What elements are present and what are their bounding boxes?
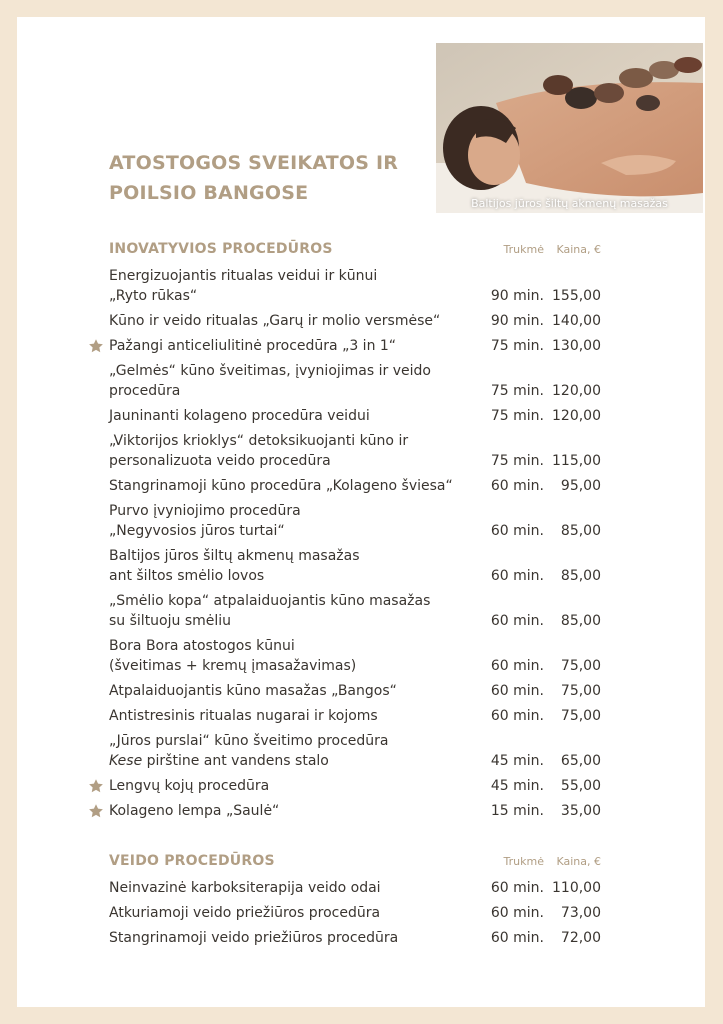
menu-item-row [109,546,604,586]
procedure-name-line: Baltijos jūros šiltų akmenų masažas [109,548,360,564]
procedure-name [109,776,494,796]
procedure-price: 72,00 [560,930,601,946]
procedure-price: 75,00 [560,708,601,724]
menu-item-row [109,801,604,821]
procedure-name [109,501,494,541]
procedure-name-line: Jauninanti kolageno procedūra veidui [109,408,370,424]
procedure-name-line: personalizuota veido procedūra [109,453,331,469]
procedure-price: 95,00 [560,478,601,494]
page-title-line-2: POILSIO BANGOSE [109,182,309,204]
procedure-name-line: procedūra [109,383,181,399]
procedure-name [109,591,494,631]
star-icon [88,338,104,354]
procedure-price: 155,00 [552,288,601,304]
procedure-duration: 75 min. [490,453,544,469]
procedure-duration: 90 min. [490,313,544,329]
procedure-name [109,636,494,676]
photo-illustration [436,43,703,213]
procedure-price: 110,00 [552,880,601,896]
menu-item-row [109,406,604,426]
page-title-line-1: ATOSTOGOS SVEIKATOS IR [109,152,399,174]
procedure-name [109,731,494,771]
procedure-name [109,476,494,496]
menu-item-row [109,311,604,331]
procedure-name [109,336,494,356]
procedure-name [109,546,494,586]
procedure-price: 85,00 [560,568,601,584]
procedure-name [109,311,494,331]
procedure-duration: 75 min. [490,408,544,424]
procedure-duration: 45 min. [490,778,544,794]
section-header-innovative [109,241,604,261]
star-icon [88,778,104,794]
menu-item-row [109,476,604,496]
procedure-name [109,406,494,426]
procedure-duration: 60 min. [490,880,544,896]
procedure-duration: 15 min. [490,803,544,819]
procedure-duration: 60 min. [490,658,544,674]
menu-item-row [109,776,604,796]
procedure-name [109,431,494,471]
procedure-duration: 60 min. [490,905,544,921]
section-title: INOVATYVIOS PROCEDŪROS [109,241,333,257]
procedure-duration: 75 min. [490,338,544,354]
duration-column-header: Trukmė [503,855,544,868]
menu-item-row [109,266,604,306]
section-title: VEIDO PROCEDŪROS [109,853,275,869]
menu-item-row [109,591,604,631]
procedure-duration: 60 min. [490,683,544,699]
procedure-name-line: ant šiltos smėlio lovos [109,568,265,584]
menu-item-row [109,731,604,771]
procedure-duration: 90 min. [490,288,544,304]
procedure-name-line: Atpalaiduojantis kūno masažas „Bangos“ [109,683,397,699]
procedure-price: 73,00 [560,905,601,921]
menu-item-row [109,636,604,676]
procedure-price: 75,00 [560,658,601,674]
procedure-duration: 60 min. [490,478,544,494]
procedure-price: 85,00 [560,523,601,539]
procedure-name-line: Kese pirštine ant vandens stalo [109,753,329,769]
menu-item-row [109,878,604,898]
menu-item-row [109,431,604,471]
photo-caption: Baltijos jūros šiltų akmenų masažas [471,197,668,210]
procedure-name-line: Atkuriamoji veido priežiūros procedūra [109,905,381,921]
menu-item-row [109,928,604,948]
procedure-name-line: Bora Bora atostogos kūnui [109,638,295,654]
procedure-name [109,361,494,401]
procedure-name-line: Stangrinamoji veido priežiūros procedūra [109,930,399,946]
procedure-price: 140,00 [552,313,601,329]
procedure-name-line: „Negyvosios jūros turtai“ [109,523,285,539]
procedure-name-line: Stangrinamoji kūno procedūra „Kolageno šviesa“ [109,478,453,494]
price-column-header: Kaina, € [556,855,601,868]
procedure-price: 130,00 [552,338,601,354]
star-icon [88,803,104,819]
procedure-name [109,706,494,726]
procedure-name [109,801,494,821]
menu-item-row [109,361,604,401]
procedure-name-line: „Viktorijos krioklys“ detoksikuojanti kūno ir [109,433,409,449]
duration-column-header: Trukmė [503,243,544,256]
menu-item-row [109,903,604,923]
procedure-name-line: (šveitimas + kremų įmasažavimas) [109,658,357,674]
procedure-price: 35,00 [560,803,601,819]
procedure-price: 120,00 [552,408,601,424]
procedure-price: 120,00 [552,383,601,399]
procedure-duration: 75 min. [490,383,544,399]
procedure-name [109,903,494,923]
procedure-name-line: „Jūros purslai“ kūno šveitimo procedūra [109,733,389,749]
menu-item-row [109,336,604,356]
procedure-name-line: Kolageno lempa „Saulė“ [109,803,280,819]
procedure-name-line: „Gelmės“ kūno šveitimas, įvyniojimas ir veido [109,363,431,379]
procedure-price: 55,00 [560,778,601,794]
procedure-name [109,878,494,898]
procedure-name-line: su šiltuoju smėliu [109,613,232,629]
menu-item-row [109,501,604,541]
procedure-duration: 45 min. [490,753,544,769]
procedure-name-line: „Ryto rūkas“ [109,288,198,304]
section-header-face [109,853,604,873]
procedure-price: 115,00 [552,453,601,469]
procedure-name-line: Lengvų kojų procedūra [109,778,270,794]
procedure-duration: 60 min. [490,523,544,539]
procedure-name-line: Kūno ir veido ritualas „Garų ir molio versmėse“ [109,313,441,329]
procedure-name [109,681,494,701]
procedure-price: 75,00 [560,683,601,699]
procedure-name [109,928,494,948]
procedure-duration: 60 min. [490,708,544,724]
procedure-duration: 60 min. [490,613,544,629]
procedure-name-line: Purvo įvyniojimo procedūra [109,503,301,519]
menu-item-row [109,706,604,726]
price-column-header: Kaina, € [556,243,601,256]
procedure-name [109,266,494,306]
procedure-name-line: Neinvazinė karboksiterapija veido odai [109,880,381,896]
hot-stone-massage-photo [436,43,703,213]
procedure-duration: 60 min. [490,930,544,946]
procedure-name-line: Antistresinis ritualas nugarai ir kojoms [109,708,378,724]
procedure-name-line: „Smėlio kopa“ atpalaiduojantis kūno masažas [109,593,431,609]
procedure-duration: 60 min. [490,568,544,584]
procedure-price: 65,00 [560,753,601,769]
menu-item-row [109,681,604,701]
procedure-name-line: Energizuojantis ritualas veidui ir kūnui [109,268,378,284]
procedure-price: 85,00 [560,613,601,629]
procedure-name-line: Pažangi anticeliulitinė procedūra „3 in 1“ [109,338,397,354]
